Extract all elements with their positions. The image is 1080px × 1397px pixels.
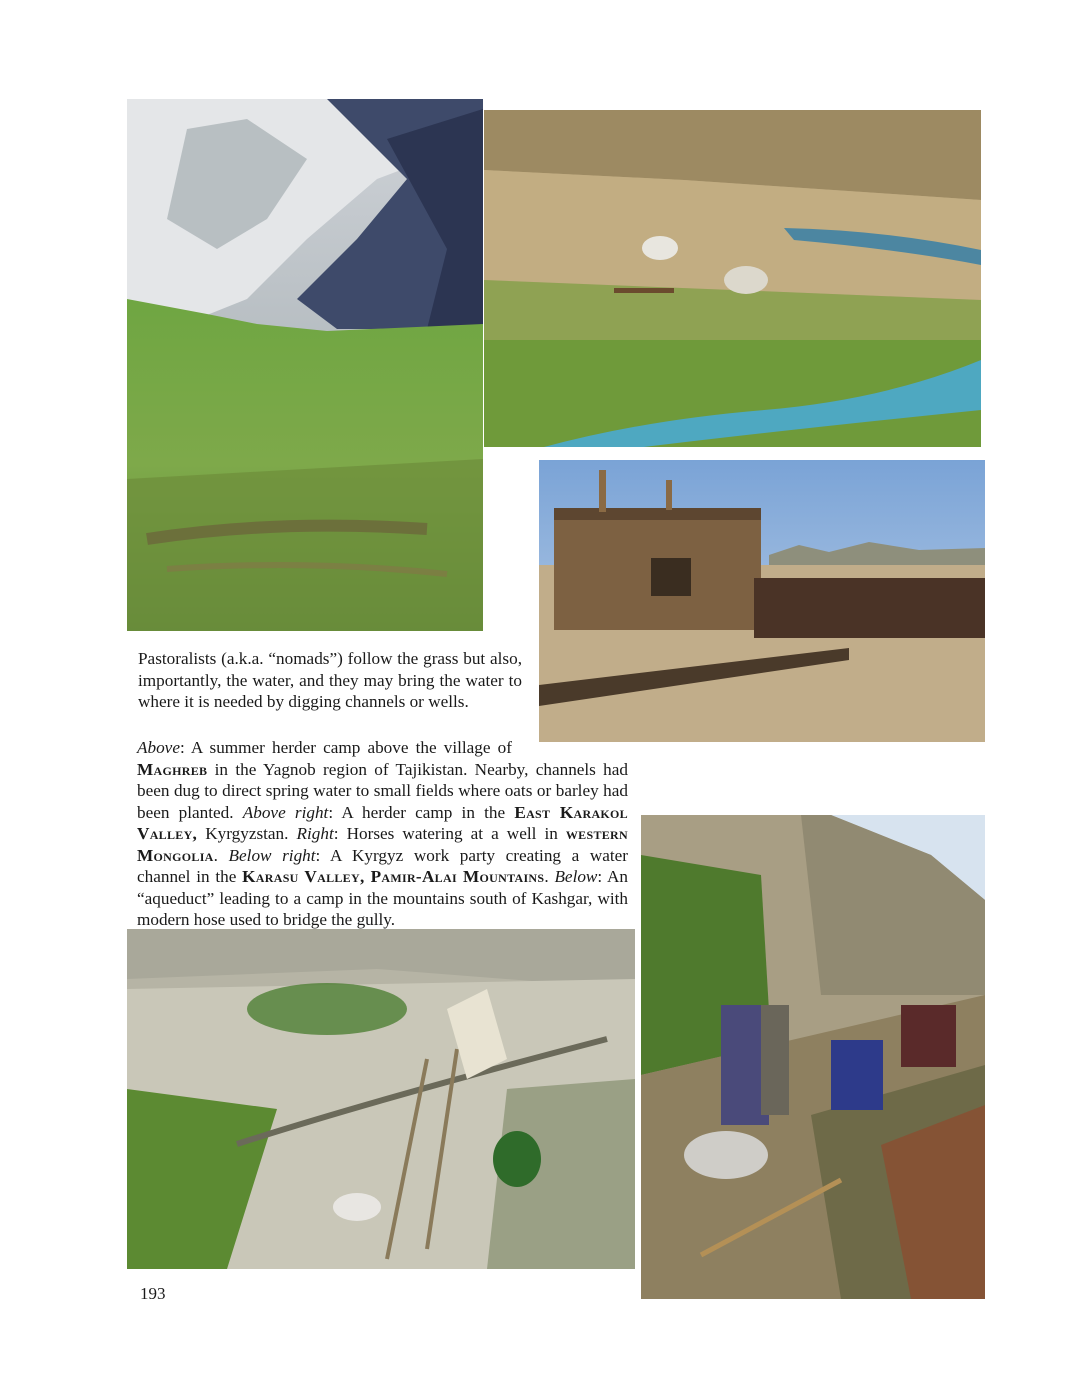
photo-yagnob-herder-camp (127, 99, 483, 631)
caption-label-right: Right (296, 824, 334, 843)
caption-label-below: Below (554, 867, 598, 886)
place-western-mongolia: western Mongolia (137, 824, 628, 865)
photo-mongolia-well-horses (539, 460, 985, 742)
caption-label-above-right: Above right (242, 802, 329, 822)
page-number: 193 (140, 1284, 166, 1303)
caption-label-below-right: Below right (228, 845, 316, 865)
place-karasu-valley: Karasu Valley, Pamir-Alai Mountains (242, 867, 545, 886)
photo-caption: Above: A summer herder camp above the village of Maghreb in the Yagnob region of Tajikistan. Nearby, channels had been dug to direct spring water to small fields where oats or barley had been planted. Above right: A herder camp in the East Karakol Valley, Kyrgyzstan. Right: Horses watering at a well in western Mongolia. Below right: A Kyrgyz work party creating a water channel in the Karasu Valley, Pamir-Alai Mountains. Below: An “aqueduct” leading to a camp in the mountains south of Kashgar, with modern hose used to bridge the gully. (137, 738, 629, 929)
place-east-karakol: East Karakol Valley, (137, 802, 628, 843)
photo-east-karakol-camp (484, 110, 981, 447)
intro-paragraph: Pastoralists (a.k.a. “nomads”) follow the grass but also, importantly, the water, and they may bring the water to where it is needed by digging channels or wells. (138, 649, 522, 711)
place-maghreb: Maghreb (137, 759, 208, 779)
caption-label-above: Above (137, 738, 180, 757)
photo-kashgar-aqueduct (127, 929, 635, 1269)
